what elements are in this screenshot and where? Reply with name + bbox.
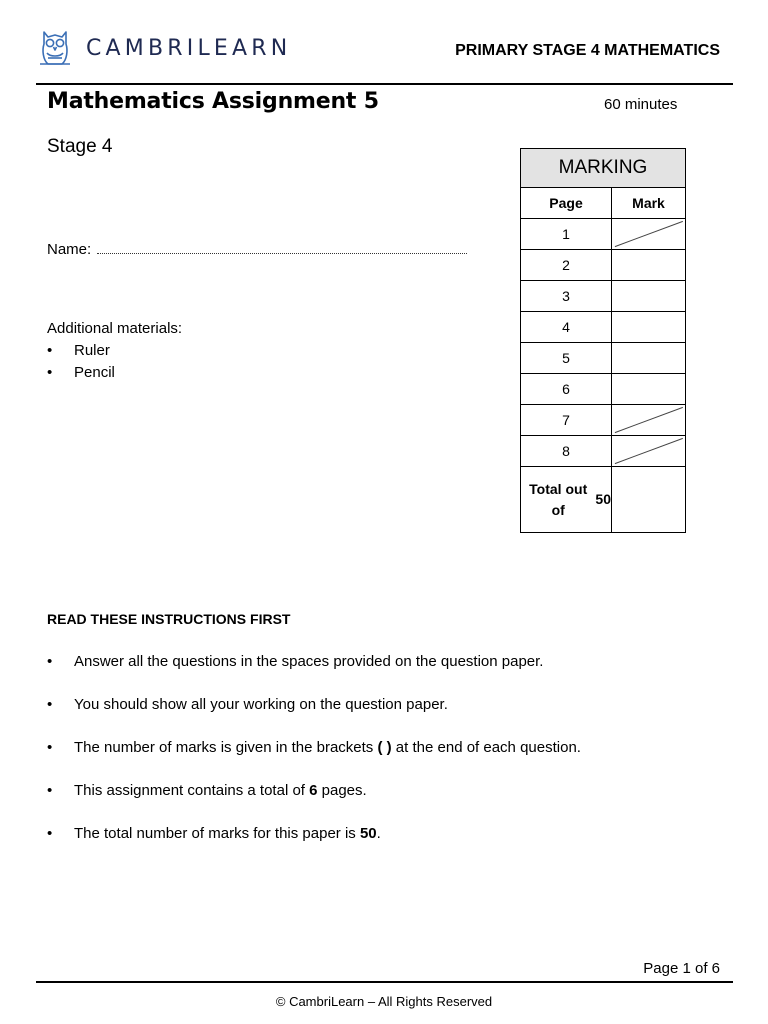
material-item: • Ruler [47,340,182,362]
name-input-line[interactable] [97,241,467,254]
mark-cell[interactable] [612,250,685,280]
marking-row [521,250,685,281]
instruction-item: • The total number of marks for this paper is 50. [47,823,687,866]
duration-label: 60 minutes [604,96,678,113]
instruction-item: • This assignment contains a total of 6 pages. [47,780,687,823]
strike-line [612,405,685,435]
mark-cell-crossed [612,219,685,249]
instructions-heading: READ THESE INSTRUCTIONS FIRST [47,611,291,627]
name-field [47,241,467,258]
strike-line [612,219,685,249]
marking-table [520,148,686,533]
footer-divider [36,981,733,983]
instructions-list [47,651,687,866]
mark-cell[interactable] [612,343,685,373]
assignment-title: Mathematics Assignment 5 [47,89,379,114]
page-number-cell: 5 [521,343,612,373]
logo-text: CAMBRILEARN [86,36,292,61]
name-label: Name: [47,241,92,258]
mark-cell[interactable] [612,312,685,342]
stage-label: Stage 4 [47,136,113,157]
page-number-cell: 6 [521,374,612,404]
materials-heading: Additional materials: [47,320,183,337]
instruction-item: • You should show all your working on the question paper. [47,694,687,737]
mark-cell-crossed [612,405,685,435]
page-number-cell: 3 [521,281,612,311]
mark-cell[interactable] [612,281,685,311]
page-number-cell: 4 [521,312,612,342]
mark-cell[interactable] [612,374,685,404]
total-label-line1: Total out of [529,480,588,518]
marking-row [521,219,685,250]
total-mark-cell[interactable] [612,467,685,532]
instruction-item: • The number of marks is given in the brackets ( ) at the end of each question. [47,737,687,780]
owl-icon [38,28,72,68]
marking-row [521,374,685,405]
subject-title: PRIMARY STAGE 4 MATHEMATICS [455,42,720,59]
page-number-cell: 1 [521,219,612,249]
mark-cell-crossed [612,436,685,466]
marking-row [521,312,685,343]
col-mark-header: Mark [632,195,665,211]
page-number: Page 1 of 6 [643,960,720,977]
marking-row [521,405,685,436]
additional-materials [47,320,182,384]
page-number-cell: 2 [521,250,612,280]
total-label-line2: 50 [595,491,611,507]
page-number-cell: 7 [521,405,612,435]
marking-row [521,436,685,467]
marking-row [521,281,685,312]
copyright-notice: © CambriLearn – All Rights Reserved [275,994,493,1009]
marking-row [521,343,685,374]
marking-title: MARKING [521,149,685,188]
material-item: • Pencil [47,362,182,384]
page-number-cell: 8 [521,436,612,466]
marking-total-row [521,467,685,532]
instruction-item: • Answer all the questions in the spaces provided on the question paper. [47,651,687,694]
header-divider [36,83,733,85]
strike-line [612,436,685,466]
total-label [521,467,612,532]
marking-header-row [521,188,685,219]
col-page-header: Page [521,188,612,218]
